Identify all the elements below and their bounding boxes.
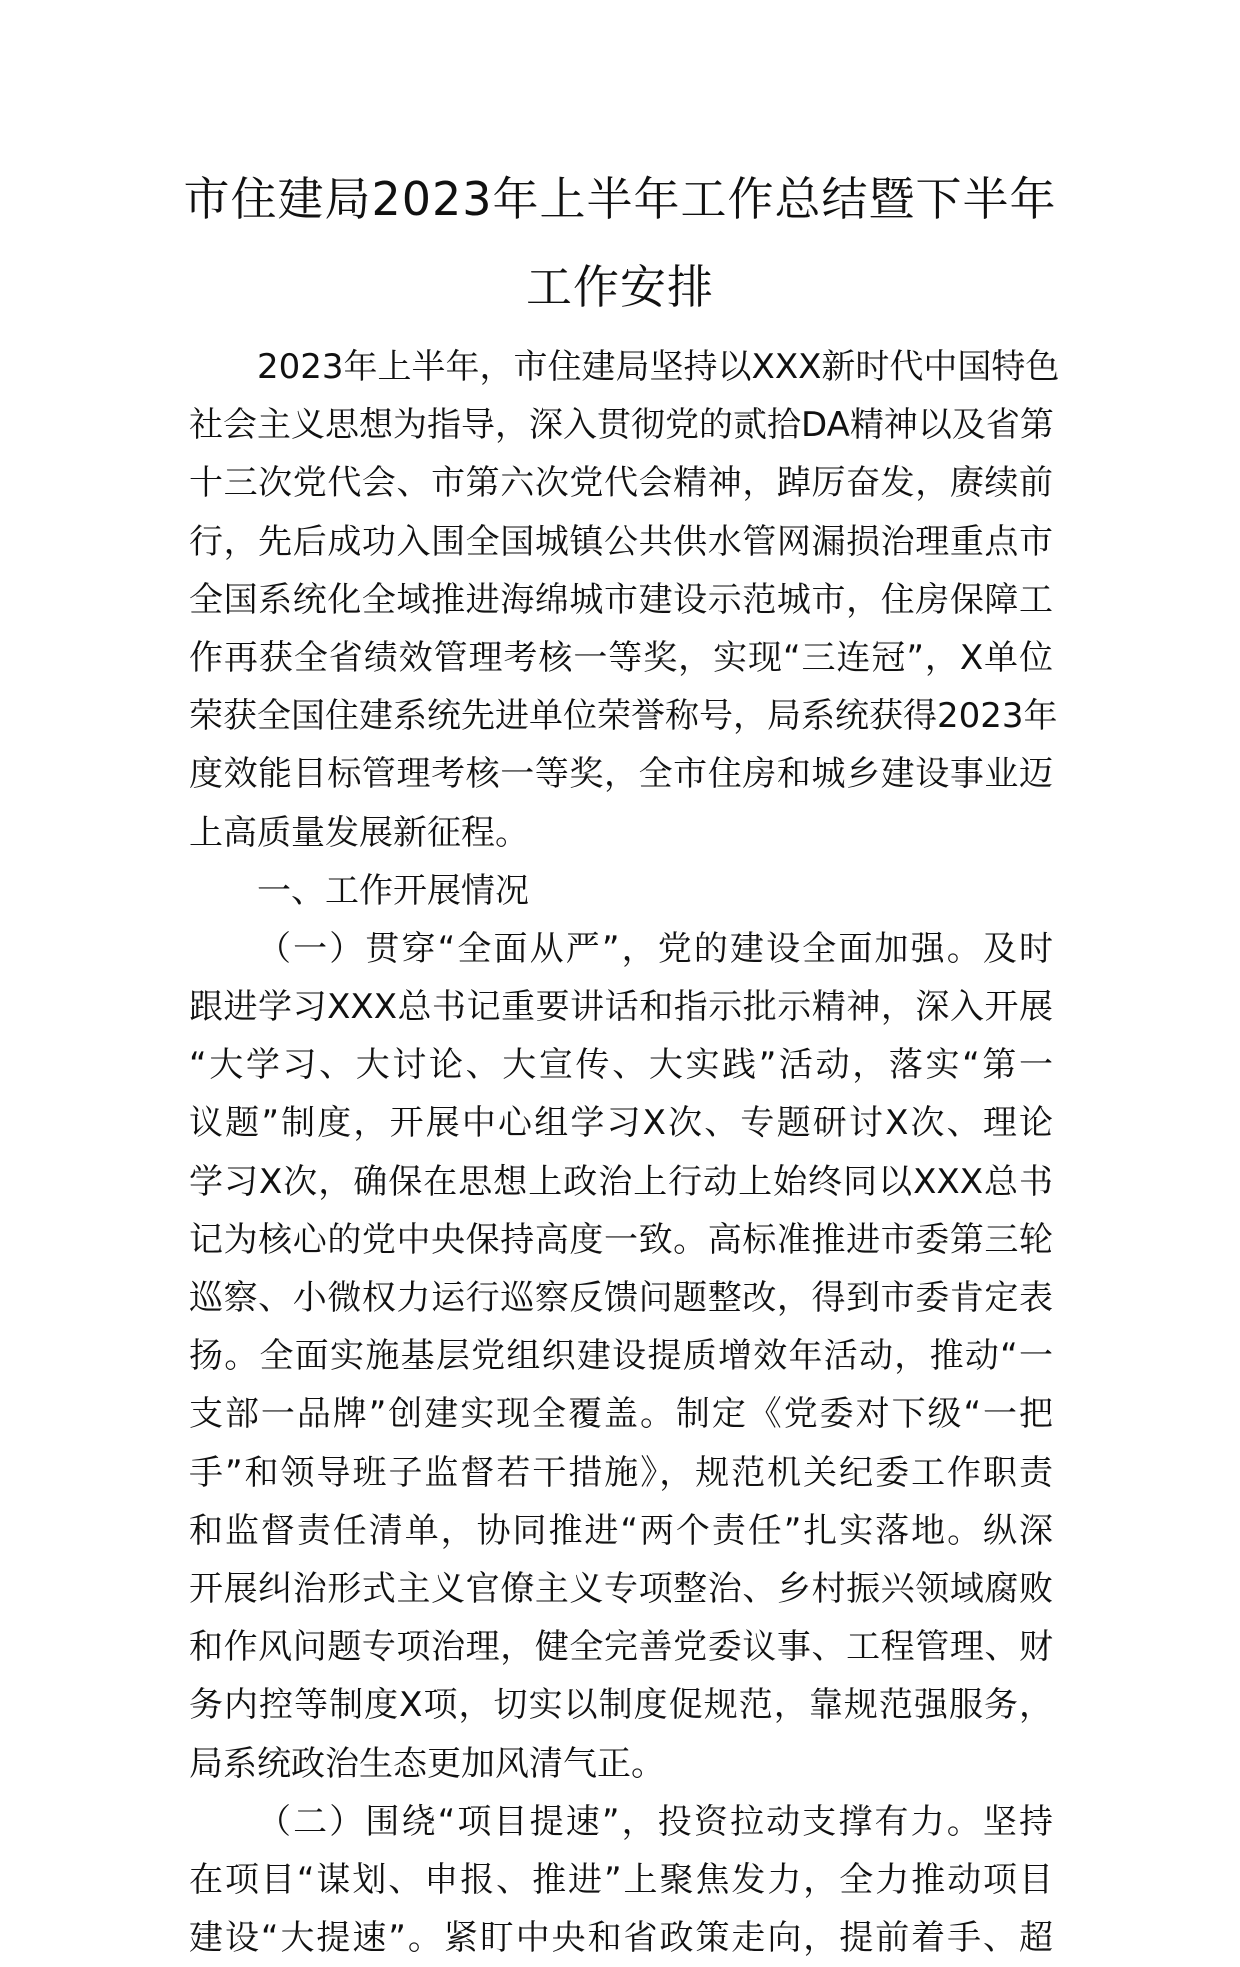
body-line: 学习X次，确保在思想上政治上行动上始终同以XXX总书 [189, 1161, 1053, 1202]
document-body [189, 338, 1060, 1967]
body-line: （一）贯穿“全面从严”，党的建设全面加强。及时 [257, 928, 1053, 969]
body-line: 跟进学习XXX总书记重要讲话和指示批示精神，深入开展 [189, 987, 1053, 1028]
body-line: 行，先后成功入围全国城镇公共供水管网漏损治理重点市 [189, 521, 1053, 562]
body-line: 手”和领导班子监督若干措施》，规范机关纪委工作职责 [189, 1452, 1053, 1493]
body-line: 扬。全面实施基层党组织建设提质增效年活动，推动“一 [189, 1336, 1053, 1377]
body-line: 支部一品牌”创建实现全覆盖。制定《党委对下级“一把 [189, 1394, 1053, 1435]
body-line: 一、工作开展情况 [257, 870, 529, 911]
body-line: 巡察、小微权力运行巡察反馈问题整改，得到市委肯定表 [189, 1278, 1053, 1318]
body-line: 务内控等制度X项，切实以制度促规范，靠规范强服务， [189, 1685, 1053, 1726]
body-line: 议题”制度，开展中心组学习X次、专题研讨X次、理论 [189, 1103, 1053, 1144]
body-line: 在项目“谋划、申报、推进”上聚焦发力，全力推动项目 [189, 1859, 1053, 1900]
body-line: 和作风问题专项治理，健全完善党委议事、工程管理、财 [189, 1627, 1053, 1668]
body-line: 全国系统化全域推进海绵城市建设示范城市，住房保障工 [189, 579, 1053, 620]
body-line: 记为核心的党中央保持高度一致。高标准推进市委第三轮 [189, 1219, 1053, 1260]
document-title-line-2: 工作安排 [526, 260, 714, 314]
body-line: 局系统政治生态更加风清气正。 [189, 1743, 665, 1784]
body-line: 上高质量发展新征程。 [189, 812, 529, 853]
body-line: 十三次党代会、市第六次党代会精神，踔厉奋发，赓续前 [189, 463, 1053, 504]
body-line: 度效能目标管理考核一等奖，全市住房和城乡建设事业迈 [189, 754, 1053, 795]
body-line: 开展纠治形式主义官僚主义专项整治、乡村振兴领域腐败 [189, 1568, 1053, 1609]
body-line: （二）围绕“项目提速”，投资拉动支撑有力。坚持 [257, 1801, 1053, 1842]
document-title-line-1: 市住建局2023年上半年工作总结暨下半年 [183, 172, 1057, 226]
body-line: 社会主义思想为指导，深入贯彻党的贰拾DA精神以及省第 [189, 405, 1054, 446]
body-line: 和监督责任清单，协同推进“两个责任”扎实落地。纵深 [189, 1510, 1053, 1551]
body-line: “大学习、大讨论、大宣传、大实践”活动，落实“第一 [189, 1045, 1053, 1086]
body-line: 2023年上半年，市住建局坚持以XXX新时代中国特色 [257, 347, 1060, 387]
body-line: 建设“大提速”。紧盯中央和省政策走向，提前着手、超 [189, 1918, 1053, 1959]
body-line: 作再获全省绩效管理考核一等奖，实现“三连冠”，X单位 [189, 637, 1053, 678]
body-line: 荣获全国住建系统先进单位荣誉称号，局系统获得2023年 [189, 696, 1058, 737]
